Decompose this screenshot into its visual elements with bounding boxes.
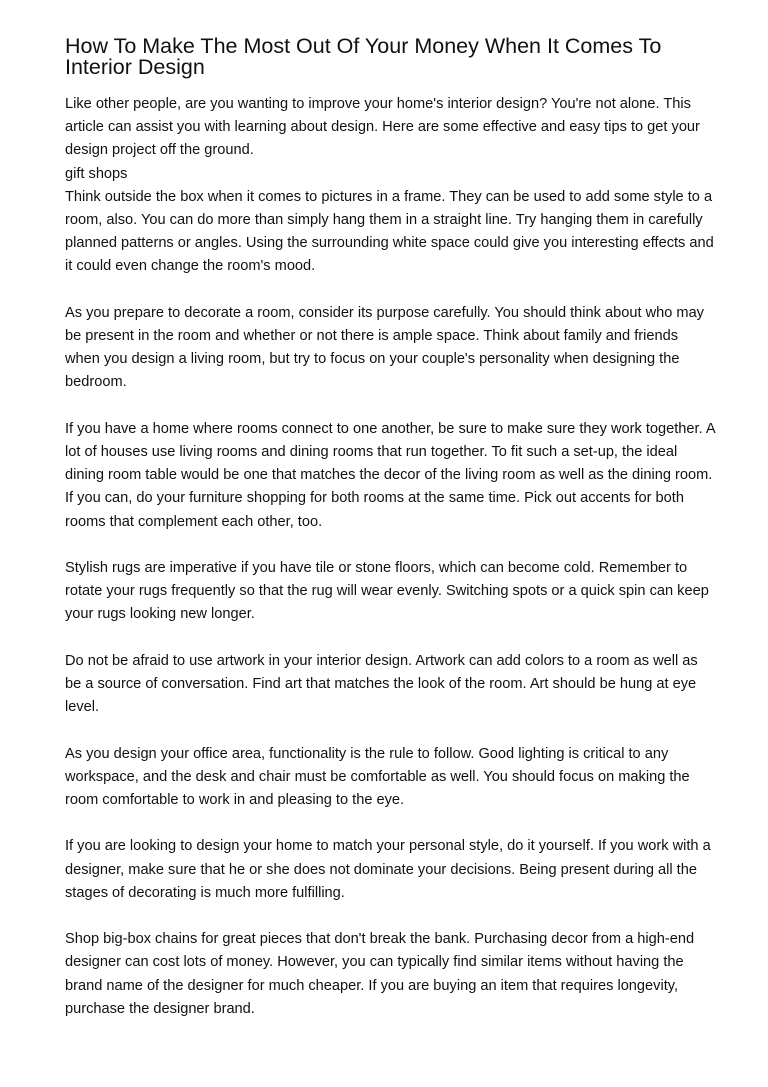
paragraph-connected-rooms: If you have a home where rooms connect to one another, be sure to make sure they work together. A lot of houses use living rooms and dining rooms that run together. To fit such a set-up, the ideal dining room table would be one that matches the decor of the living room as well as the dining room. If you can, do your furniture shopping for both rooms at the same time. Pick out accents for both rooms that complement each other, too.: [65, 420, 715, 530]
document-page: [65, 36, 715, 1044]
paragraph-big-box-chains: Shop big-box chains for great pieces that don't break the bank. Purchasing decor from a high-end designer can cost lots of money. However, you can typically find similar items without having the brand name of the designer for much cheaper. If you are buying an item that requires longevity, purchase the designer brand.: [65, 931, 695, 1017]
gift-shops-link[interactable]: gift shops: [65, 165, 128, 182]
paragraph-personal-style: If you are looking to design your home to match your personal style, do it yourself. If you work with a designer, make sure that he or she does not dominate your decisions. Being present during all the stages of decorating is much more fulfilling.: [65, 838, 711, 901]
paragraph-artwork: Do not be afraid to use artwork in your interior design. Artwork can add colors to a room as well as be a source of conversation. Find art that matches the look of the room. Art should be hung at eye level.: [65, 652, 698, 716]
document-title: How To Make The Most Out Of Your Money When It Comes To Interior Design: [65, 34, 662, 79]
paragraph-room-purpose: As you prepare to decorate a room, consider its purpose carefully. You should think about who may be present in the room and whether or not there is ample space. Think about family and friends when you design a living room, but try to focus on your couple's personality when designing the bedroom.: [65, 304, 704, 391]
paragraph-stylish-rugs: Stylish rugs are imperative if you have tile or stone floors, which can become cold. Remember to rotate your rugs frequently so that the rug will wear evenly. Switching spots or a quick spin can keep your rugs looking new longer.: [65, 560, 709, 623]
paragraph-office-area: As you design your office area, functionality is the rule to follow. Good lighting is critical to any workspace, and the desk and chair must be comfortable as well. You should focus on making the room comfortable to work in and pleasing to the eye.: [65, 745, 690, 809]
intro-paragraph: Like other people, are you wanting to improve your home's interior design? You're not alone. This article can assist you with learning about design. Here are some effective and easy tips to get your design project off the ground.: [65, 96, 700, 159]
paragraph-pictures-frame: Think outside the box when it comes to pictures in a frame. They can be used to add some style to a room, also. You can do more than simply hang them in a straight line. Try hanging them in carefully planned patterns or angles. Using the surrounding white space could give you interesting effects and it could even change the room's mood.: [65, 188, 714, 275]
